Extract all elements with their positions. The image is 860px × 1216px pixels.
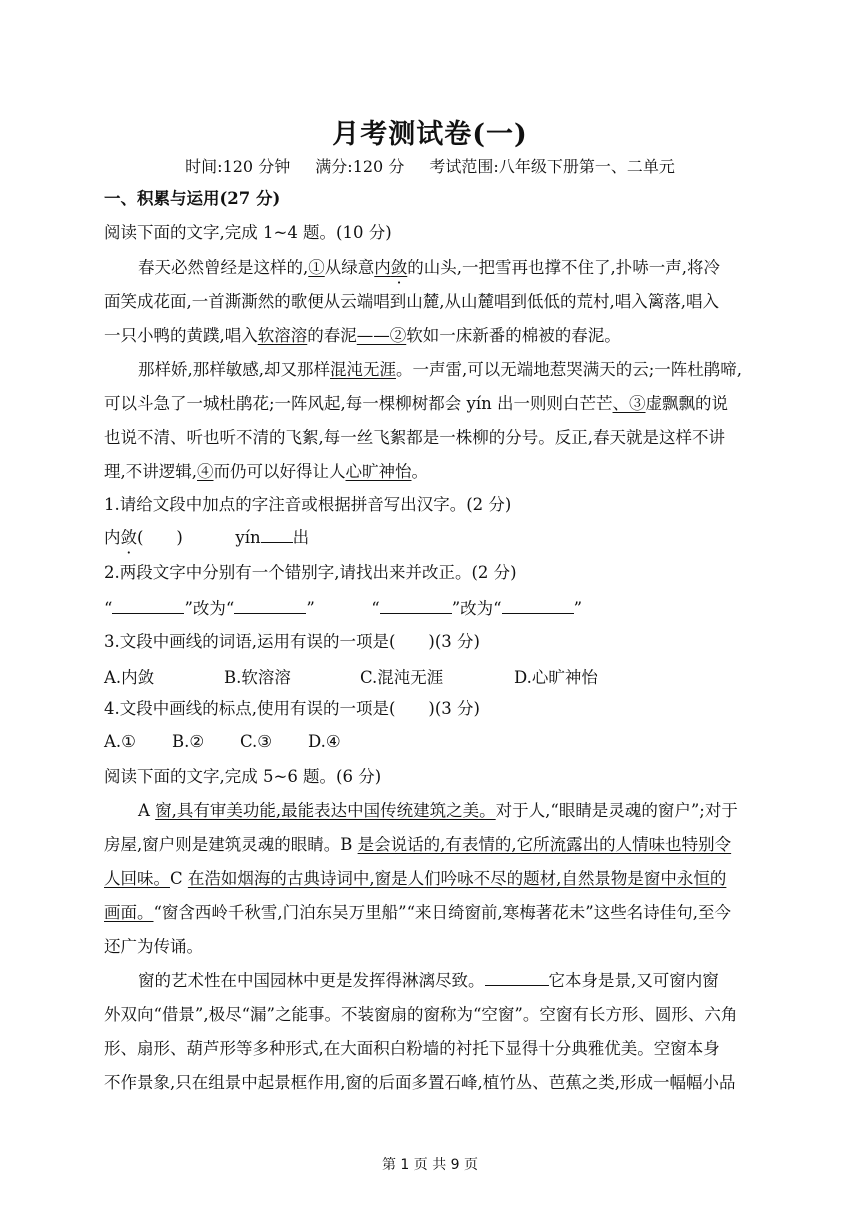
passage-line: 那样娇,那样敏感,却又那样混沌无涯。一声雷,可以无端地惹哭满天的云;一阵杜鹃啼, bbox=[138, 360, 743, 379]
answer-blank[interactable] bbox=[485, 969, 549, 986]
question-1: 1.请给文段中加点的字注音或根据拼音写出汉字。(2 分) bbox=[104, 495, 512, 514]
option: B.软溶溶 bbox=[224, 668, 291, 687]
option: A.内敛 bbox=[104, 668, 155, 687]
question-3: 3.文段中画线的词语,运用有误的一项是( )(3 分) bbox=[104, 632, 480, 651]
exam-score: 满分:120 分 bbox=[315, 157, 405, 176]
answer-blank[interactable] bbox=[261, 526, 293, 543]
passage-line: 不作景象,只在组景中起景框作用,窗的后面多置石峰,植竹丛、芭蕉之类,形成一幅幅小品 bbox=[104, 1073, 736, 1092]
instruction-2: 阅读下面的文字,完成 5~6 题。(6 分) bbox=[104, 767, 382, 786]
passage-line: 可以斗急了一城杜鹃花;一阵风起,每一棵柳树都会 yín 出一则则白芒芒、③虚飘飘的说 bbox=[104, 394, 729, 413]
passage-line: 一只小鸭的黄蹼,唱入软溶溶的春泥——②软如一床新番的棉被的春泥。 bbox=[104, 326, 621, 345]
question-1-answers: 内敛( ) yín 出 bbox=[104, 528, 310, 547]
passage-line: 房屋,窗户则是建筑灵魂的眼睛。B 是会说话的,有表情的,它所流露出的人情味也特别令 bbox=[104, 835, 732, 854]
section-heading: 一、积累与运用(27 分) bbox=[104, 189, 281, 208]
passage-line: 面笑成花面,一首澌澌然的歌便从云端唱到山麓,从山麓唱到低低的荒村,唱入篱落,唱入 bbox=[104, 292, 719, 311]
passage-line: 理,不讲逻辑,④而仍可以好得让人心旷神怡。 bbox=[104, 462, 428, 481]
passage-line: 形、扇形、葫芦形等多种形式,在大面积白粉墙的衬托下显得十分典雅优美。空窗本身 bbox=[104, 1039, 720, 1058]
passage-line: 窗的艺术性在中国园林中更是发挥得淋漓尽致。 它本身是景,又可窗内窗 bbox=[138, 971, 719, 990]
page-title: 月考测试卷(一) bbox=[332, 119, 528, 150]
exam-meta bbox=[0, 154, 860, 177]
question-3-options bbox=[104, 664, 598, 688]
question-4: 4.文段中画线的标点,使用有误的一项是( )(3 分) bbox=[104, 699, 480, 718]
option: C.③ bbox=[240, 732, 273, 751]
question-2: 2.两段文字中分别有一个错别字,请找出来并改正。(2 分) bbox=[104, 563, 517, 582]
option: D.④ bbox=[308, 732, 341, 751]
answer-blank[interactable] bbox=[380, 597, 452, 614]
answer-blank[interactable] bbox=[502, 597, 574, 614]
option: A.① bbox=[104, 732, 136, 751]
exam-scope: 考试范围:八年级下册第一、二单元 bbox=[429, 157, 675, 176]
page-footer: 第 1 页 共 9 页 bbox=[381, 1157, 479, 1173]
passage-line: 还广为传诵。 bbox=[104, 937, 203, 956]
instruction-1: 阅读下面的文字,完成 1~4 题。(10 分) bbox=[104, 223, 392, 242]
exam-time: 时间:120 分钟 bbox=[185, 157, 291, 176]
passage-line: 人回味。C 在浩如烟海的古典诗词中,窗是人们吟咏不尽的题材,自然景物是窗中永恒的 bbox=[104, 869, 727, 888]
answer-blank[interactable] bbox=[234, 597, 306, 614]
option: B.② bbox=[172, 732, 205, 751]
passage-1 bbox=[104, 251, 764, 489]
passage-line: A 窗,具有审美功能,最能表达中国传统建筑之美。对于人,“眼睛是灵魂的窗户”;对于 bbox=[138, 801, 738, 820]
passage-2 bbox=[104, 794, 764, 1100]
question-2-answers: “ ”改为“ ” “ ”改为“ ” bbox=[104, 599, 582, 618]
answer-blank[interactable] bbox=[112, 597, 184, 614]
question-4-options bbox=[104, 732, 341, 751]
passage-line: 画面。“窗含西岭千秋雪,门泊东吴万里船”“来日绮窗前,寒梅著花未”这些名诗佳句,至今 bbox=[104, 903, 731, 922]
option: D.心旷神怡 bbox=[514, 668, 598, 687]
passage-line: 春天必然曾经是这样的,①从绿意内敛的山头,一把雪再也撑不住了,扑哧一声,将冷 bbox=[138, 258, 720, 277]
passage-line: 外双向“借景”,极尽“漏”之能事。不装窗扇的窗称为“空窗”。空窗有长方形、圆形、六角 bbox=[104, 1005, 738, 1024]
option: C.混沌无涯 bbox=[360, 668, 444, 687]
passage-line: 也说不清、听也听不清的飞絮,每一丝飞絮都是一株柳的分号。反正,春天就是这样不讲 bbox=[104, 428, 725, 447]
